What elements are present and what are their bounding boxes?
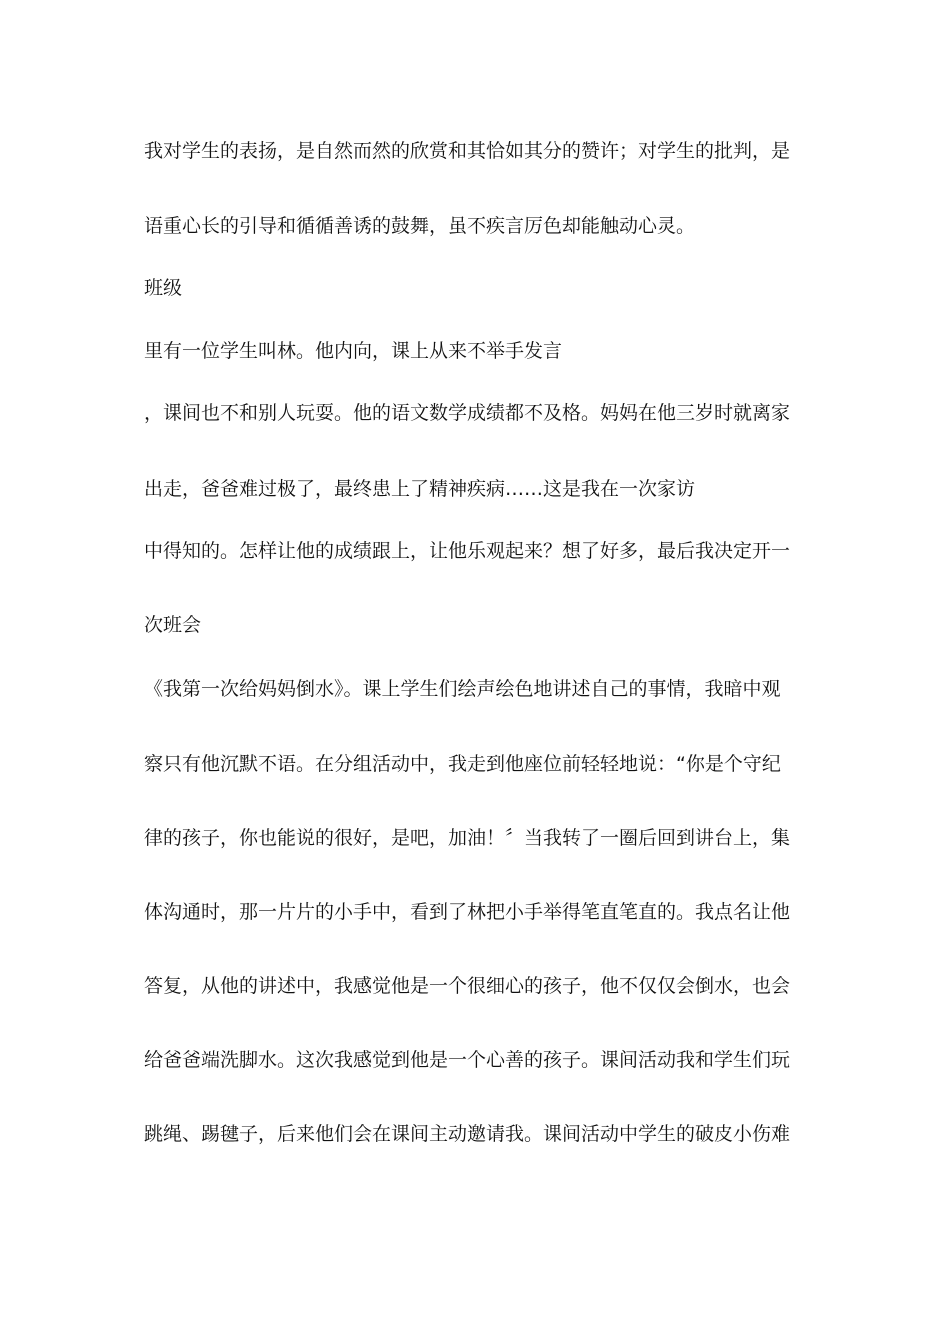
text-line: 出走，爸爸难过极了，最终患上了精神疾病……这是我在一次家访 <box>144 478 696 500</box>
text-line: 次班会 <box>144 614 202 636</box>
text-line: 我对学生的表扬，是自然而然的欣赏和其恰如其分的赞许；对学生的批判，是 <box>144 140 791 162</box>
text-line: 察只有他沉默不语。在分组活动中，我走到他座位前轻轻地说：“你是个守纪 <box>144 753 781 775</box>
text-line: 中得知的。怎样让他的成绩跟上，让他乐观起来？想了好多，最后我决定开一 <box>144 540 791 562</box>
text-line: 《我第一次给妈妈倒水》。课上学生们绘声绘色地讲述自己的事情，我暗中观 <box>144 678 781 700</box>
text-line: ，课间也不和别人玩耍。他的语文数学成绩都不及格。妈妈在他三岁时就离家 <box>144 402 791 424</box>
text-line: 语重心长的引导和循循善诱的鼓舞，虽不疾言厉色却能触动心灵。 <box>144 215 696 237</box>
text-line: 体沟通时，那一片片的小手中，看到了林把小手举得笔直笔直的。我点名让他 <box>144 901 791 923</box>
text-line: 跳绳、踢毽子，后来他们会在课间主动邀请我。课间活动中学生的破皮小伤难 <box>144 1123 791 1145</box>
text-line: 给爸爸端洗脚水。这次我感觉到他是一个心善的孩子。课间活动我和学生们玩 <box>144 1049 791 1071</box>
text-line: 答复，从他的讲述中，我感觉他是一个很细心的孩子，他不仅仅会倒水，也会 <box>144 975 791 997</box>
text-line: 里有一位学生叫林。他内向，课上从来不举手发言 <box>144 340 563 362</box>
text-line: 班级 <box>144 277 183 299</box>
text-line: 律的孩子，你也能说的很好，是吧，加油！〞当我转了一圈后回到讲台上，集 <box>144 827 791 849</box>
